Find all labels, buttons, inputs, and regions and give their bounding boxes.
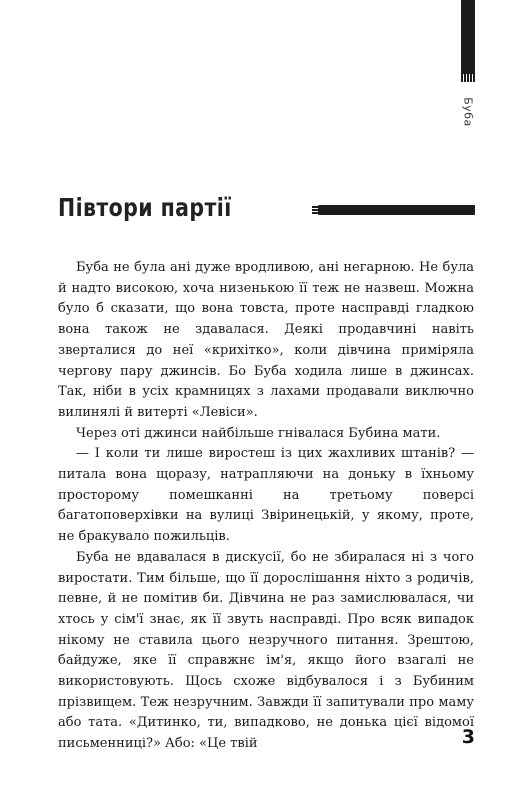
paragraph: Через оті джинси найбільше гнівалася Бубина мати. bbox=[76, 425, 441, 441]
body-text bbox=[58, 258, 474, 755]
page-number: 3 bbox=[461, 726, 475, 748]
chapter-tab-marker bbox=[461, 0, 475, 82]
paragraph: Буба не вдавалася в дискусії, бо не збиралася ні з чого виростати. Тим більше, що її дорослішання ніхто з родичів, певне, й не помітив би. Дівчина не раз замислювалася, чи хтось у сім'ї знає, як її звуть насправді. Про всяк випадок нікому не ставила цього незручного питання. Зрештою, байдуже, яке її справжнє ім'я, якщо його взагалі не використовують. Щось схоже відбувалося і з Бубиним прізвищем. Теж незручним. Завжди її запитували про маму або тата. «Дитинко, ти, випадково, не донька цієї відомої письменниці?» Або: «Це твій bbox=[58, 549, 474, 752]
paragraph: — І коли ти лише виростеш із цих жахливих штанів? — питала вона щоразу, натрапляючи на доньку в їхньому просторому помешканні на третьому поверсі багатоповерхівки на вулиці Звіринецькій, у якому, проте, не бракувало пожильців. bbox=[58, 446, 474, 545]
title-decorative-rule bbox=[318, 205, 475, 215]
running-title: Буба bbox=[461, 97, 475, 127]
chapter-title: Півтори партії bbox=[58, 193, 232, 222]
paragraph: Буба не була ані дуже вродливою, ані негарною. Не була й надто високою, хоча низенькою її теж не назвеш. Можна було б сказати, що вона товста, проте насправді гладкою вона також не здавалася. Деякі продавчині навіть зверталися до неї «крихітко», коли дівчина приміряла чергову пару джинсів. Бо Буба ходила лише в джинсах. Так, ніби в усіх крамницях з лахами продавали виключно вилинялі й витерті «Левіси». bbox=[58, 260, 474, 420]
